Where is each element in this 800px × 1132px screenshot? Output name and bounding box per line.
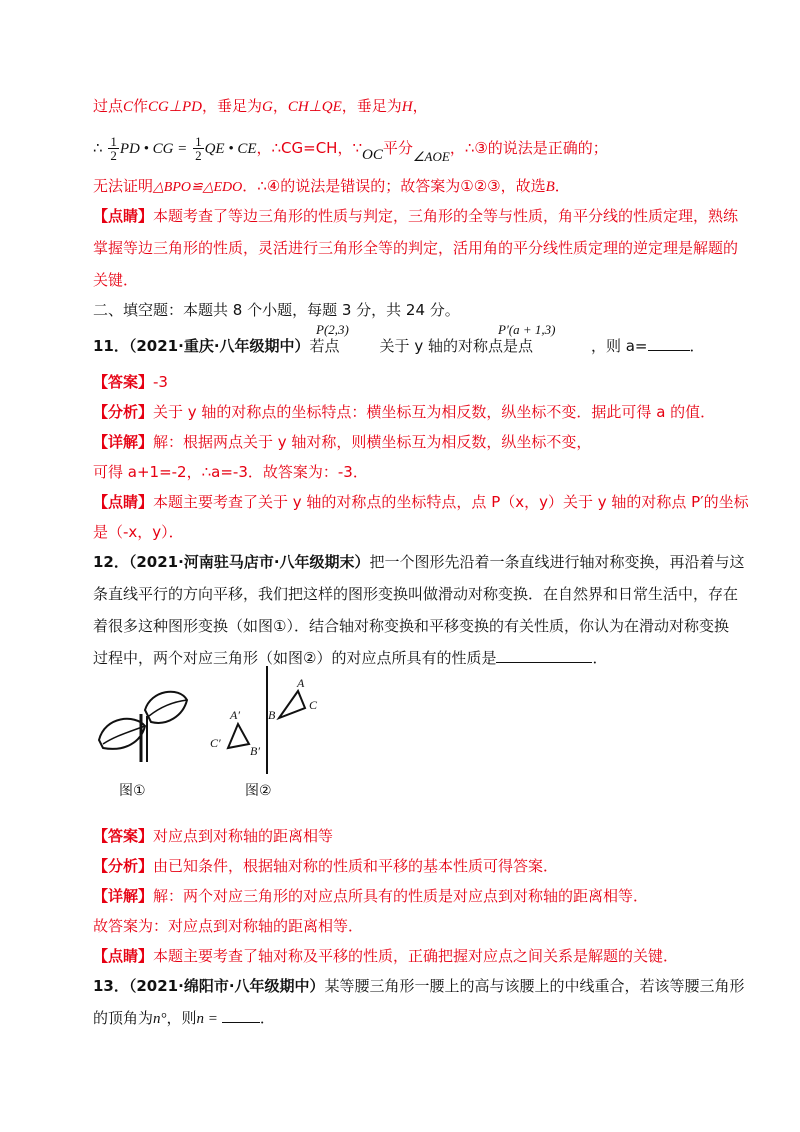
math: CG⊥PD [148,99,202,115]
answer-blank[interactable] [222,1008,260,1023]
math: ∴ [93,139,103,157]
text: 关于 y 轴的对称点的坐标特点：横坐标互为相反数，纵坐标不变．据此可得 a 的值． [153,403,716,421]
fraction-half-2 [193,135,204,162]
question-number: 13． [93,977,129,995]
analysis-tag: 【分析】 [93,403,154,421]
math: CH⊥QE [287,99,342,115]
math: B [545,179,555,195]
text: 可得 a+1=-2，∴a=-3．故答案为：-3． [93,463,368,481]
text: 对应点到对称轴的距离相等 [153,827,334,845]
q13-question-line-1 [93,976,745,996]
text: 的顶角为 [93,1009,154,1027]
q10-comment-line-1 [93,206,738,226]
math: G [261,99,273,115]
figure-2-label: 图② [245,783,272,799]
q11-analysis [93,402,715,422]
denominator: 2 [110,148,117,163]
fraction-half-1 [108,135,119,162]
text: ，∴③的说法是正确的； [449,139,608,157]
triangle-abc [279,691,305,718]
q11-detail-2 [93,462,368,482]
comment-tag: 【点睛】 [93,207,154,225]
text: 无法证明 [93,177,154,195]
q11-answer [93,372,168,392]
text: ．∴④的说法是错误的；故答案为①②③，故选 [242,177,546,195]
q11-detail [93,432,591,452]
math: C [123,99,134,115]
numerator: 1 [110,134,117,149]
text: ，则 [166,1009,197,1027]
text: 若点 [309,337,340,355]
text: ，则 a= [590,337,648,355]
text: ． [592,649,608,667]
numerator: 1 [195,134,202,149]
q12-question-line-4 [93,648,607,668]
text: ． [689,337,705,355]
math: PD • CG = [119,141,188,157]
q12-comment [93,946,678,966]
q10-line-1 [93,96,428,117]
q12-question-line-3 [93,616,729,636]
text: 由已知条件，根据轴对称的性质和平移的基本性质可得答案． [153,857,559,875]
label-c: C [309,698,318,712]
answer-blank[interactable] [496,648,592,663]
answer-tag: 【答案】 [93,373,154,391]
q11-question [93,336,705,356]
math: OC [362,147,383,163]
q12-detail [93,886,648,906]
question-number: 12． [93,553,129,571]
text: ． [259,1009,275,1027]
text: 二、填空题：本题共 8 个小题，每题 3 分，共 24 分。 [93,301,460,319]
text: 条直线平行的方向平移，我们把这样的图形变换叫做滑动对称变换．在自然界和日常生活中，存在 [93,585,739,603]
label-b-prime: B′ [250,744,260,758]
text: 过点 [93,97,124,115]
text: ，∴CG=CH，∵ [256,139,363,157]
detail-tag: 【详解】 [93,887,154,905]
analysis-tag: 【分析】 [93,857,154,875]
text: 解：两个对应三角形的对应点所具有的性质是对应点到对称轴的距离相等． [153,887,649,905]
q13-question-line-2 [93,1008,275,1029]
text: ，垂足为 [341,97,402,115]
q12-analysis [93,856,558,876]
text: 故答案为：对应点到对称轴的距离相等． [93,917,364,935]
text: 本题考查了等边三角形的性质与判定，三角形的全等与性质，角平分线的性质定理，熟练 [153,207,739,225]
label-a-prime: A′ [230,708,240,722]
label-b: B [268,708,276,722]
math: n = [196,1011,218,1027]
comment-tag: 【点睛】 [93,493,154,511]
q10-comment-line-2 [93,238,738,258]
q12-question-line-1 [93,552,745,572]
q10-line-2 [93,132,608,165]
point-p-prime-math: P′(a + 1,3) [498,322,556,337]
text: 本题主要考查了轴对称及平移的性质，正确把握对应点之间关系是解题的关键． [153,947,679,965]
text: 是（-x，y）． [93,523,184,541]
denominator: 2 [195,148,202,163]
text: 本题主要考查了关于 y 轴的对称点的坐标特点，点 P（x，y）关于 y 轴的对称点 P′的坐标 [153,493,749,511]
math: n° [153,1011,167,1027]
math: △BPO≌△EDO [153,180,243,195]
figure-1-leaves [95,686,195,766]
math: ∠AOE [412,149,450,164]
text: ， [272,97,288,115]
leaf-left-vein [103,726,145,744]
q12-answer [93,826,333,846]
text: ，垂足为 [201,97,262,115]
text: 关键． [93,271,139,289]
math: H [401,99,413,115]
question-source: （2021·河南驻马店市·八年级期末） [128,553,370,571]
q11-comment [93,492,749,512]
text: ， [412,97,428,115]
text: 解：根据两点关于 y 轴对称，则横坐标互为相反数，纵坐标不变， [153,433,592,451]
math: QE • CE [204,141,257,157]
text: -3 [153,373,168,391]
text: 过程中，两个对应三角形（如图②）的对应点所具有的性质是 [93,649,497,667]
question-number: 11． [93,337,129,355]
text: 作 [133,97,149,115]
q10-comment-line-3 [93,270,138,290]
figure-1-label: 图① [119,783,146,799]
text: ． [554,177,570,195]
section-heading [93,300,460,320]
answer-blank[interactable] [648,336,690,351]
triangle-abc-prime [228,724,249,748]
leaf-right-vein [149,700,187,716]
comment-tag: 【点睛】 [93,947,154,965]
text: 某等腰三角形一腰上的高与该腰上的中线重合，若该等腰三角形 [324,977,745,995]
label-a: A [297,676,305,690]
text: 关于 y 轴的对称点是点 [379,337,533,355]
q11-comment-2 [93,522,184,542]
q10-line-3 [93,176,570,198]
text: 掌握等边三角形的性质，灵活进行三角形全等的判定，活用角的平分线性质定理的逆定理是解题的 [93,239,739,257]
text: 平分 [382,139,413,157]
text: 把一个图形先沿着一条直线进行轴对称变换，再沿着与这 [369,553,745,571]
q12-detail-2 [93,916,363,936]
q12-question-line-2 [93,584,738,604]
point-p-math: P(2,3) [316,322,349,337]
detail-tag: 【详解】 [93,433,154,451]
question-source: （2021·绵阳市·八年级期中） [128,977,325,995]
answer-tag: 【答案】 [93,827,154,845]
label-c-prime: C′ [210,736,221,750]
question-source: （2021·重庆·八年级期中） [128,337,310,355]
text: 着很多这种图形变换（如图①）．结合轴对称变换和平移变换的有关性质，你认为在滑动对称变换 [93,617,729,635]
leaf-right [145,692,187,723]
